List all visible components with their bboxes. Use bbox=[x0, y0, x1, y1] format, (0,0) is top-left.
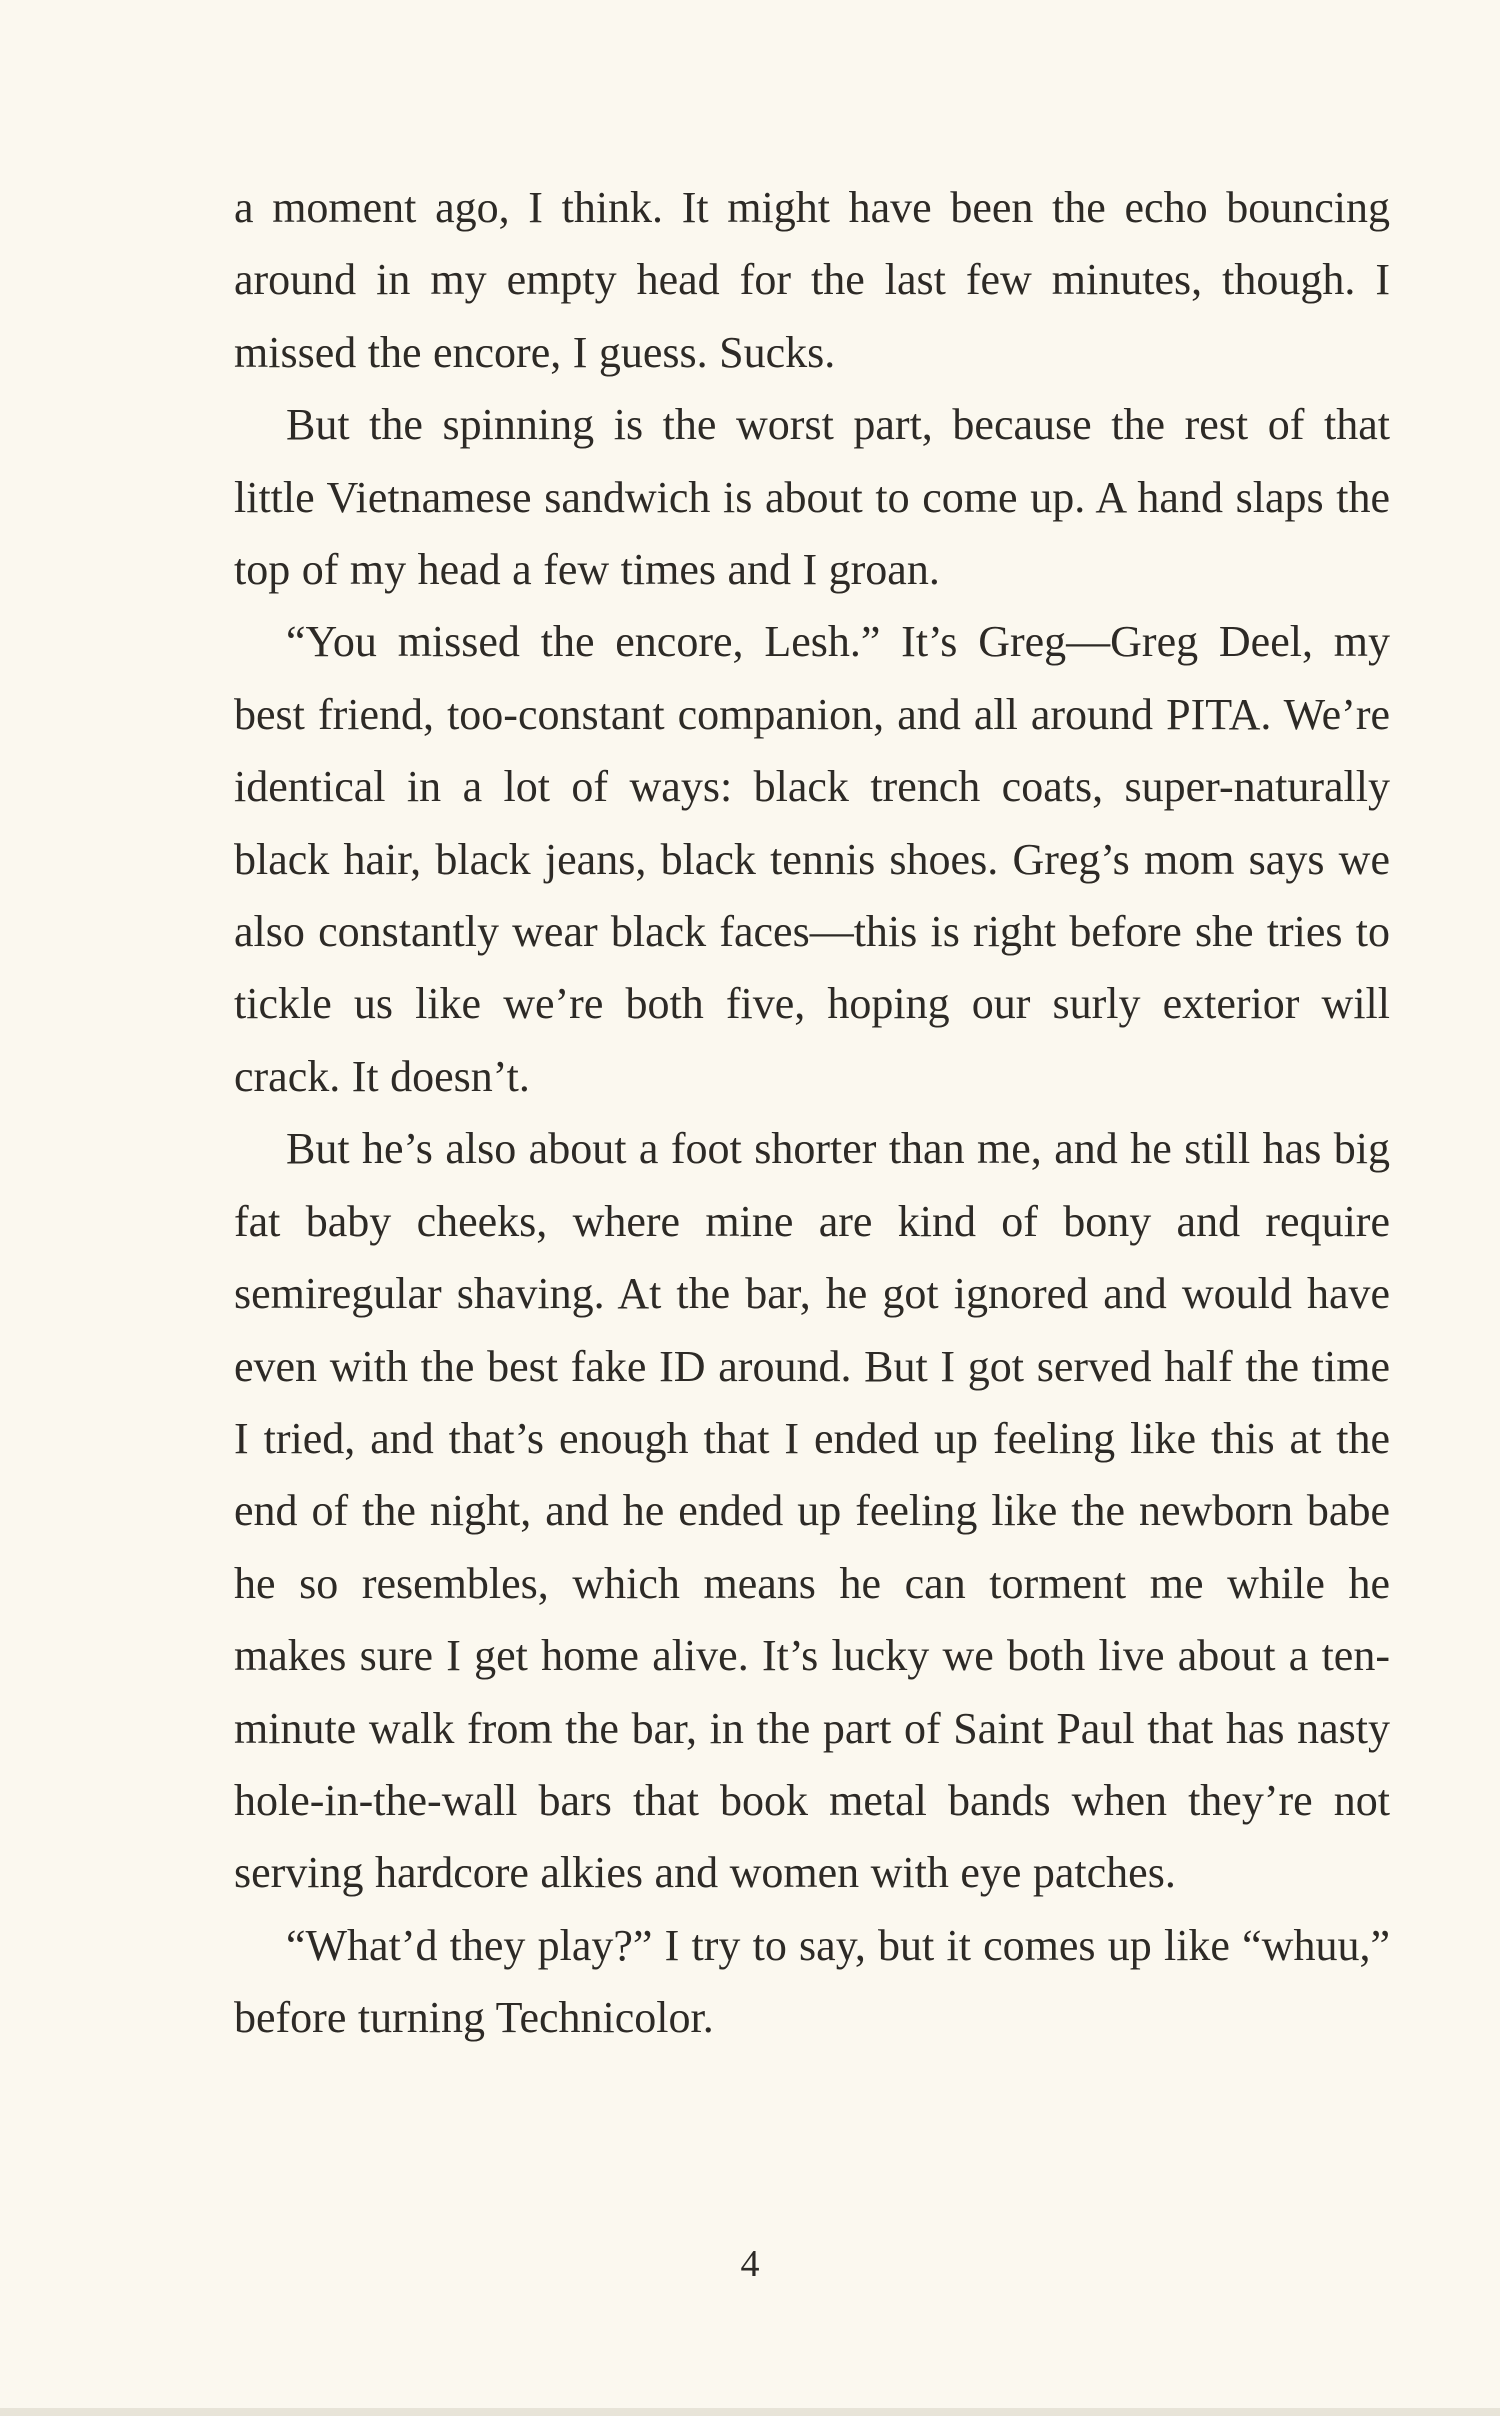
paragraph-3: “You missed the encore, Lesh.” It’s Greg—Greg Deel, my best friend, too-constant companion, and all around PITA. We’re identical in a lot of ways: black trench coats, super-naturally black hair, black jeans, black tennis shoes. Greg’s mom says we also constantly wear black faces—this is right before she tries to tickle us like we’re both five, hoping our surly exterior will crack. It doesn’t. bbox=[234, 617, 1390, 1101]
paragraph-5: “What’d they play?” I try to say, but it comes up like “whuu,” before turning Technicolor. bbox=[234, 1920, 1390, 2043]
paragraph-2: But the spinning is the worst part, because the rest of that little Vietnamese sandwich is about to come up. A hand slaps the top of my head a few times and I groan. bbox=[234, 400, 1390, 595]
page-number: 4 bbox=[740, 2243, 760, 2285]
scan-edge bbox=[0, 2408, 1500, 2416]
paragraph-1: a moment ago, I think. It might have been the echo bouncing around in my empty head for the last few minutes, though. I missed the encore, I guess. Sucks. bbox=[234, 183, 1390, 377]
body-text bbox=[234, 172, 1390, 2055]
paragraph-4: But he’s also about a foot shorter than me, and he still has big fat baby cheeks, where mine are kind of bony and require semiregular shaving. At the bar, he got ignored and would have even with the best fake ID around. But I got served half the time I tried, and that’s enough that I ended up feeling like this at the end of the night, and he ended up feeling like the newborn babe he so resembles, which means he can torment me while he makes sure I get home alive. It’s lucky we both live about a ten-minute walk from the bar, in the part of Saint Paul that has nasty hole-in-the-wall bars that book metal bands when they’re not serving hardcore alkies and women with eye patches. bbox=[234, 1124, 1390, 1898]
